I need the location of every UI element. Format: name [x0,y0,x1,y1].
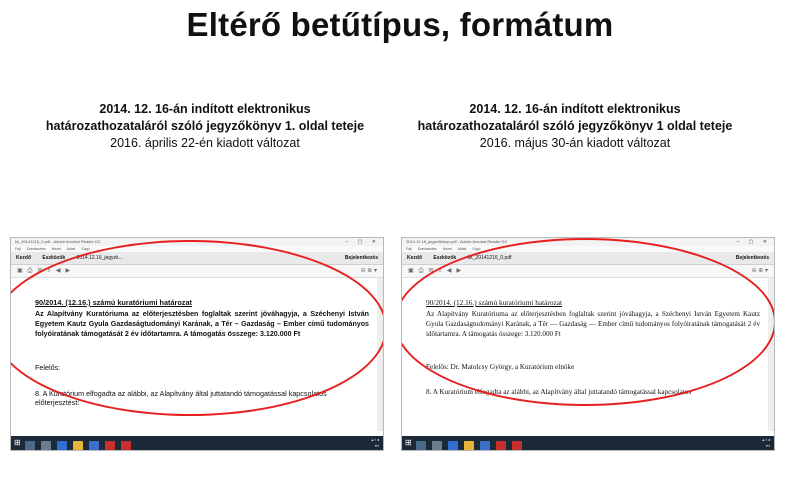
explorer-icon[interactable] [73,441,83,451]
acrobat-icon-2[interactable] [512,441,522,451]
item-8-continuation: előterjesztést: [35,398,80,407]
zoom-controls[interactable]: ⊖ ⊕ ▾ [360,268,377,274]
save-icon[interactable]: ▣ [408,268,414,274]
tab-home[interactable]: Kezdő [16,255,31,261]
tab-document-1[interactable]: kk_20141216_0.pdf [467,255,512,261]
resolution-heading: 90/2014. (12.16.) számú kuratóriumi határozat [426,298,562,307]
scrollbar[interactable] [377,278,383,431]
tab-home[interactable]: Kezdő [407,255,422,261]
search-icon[interactable]: ⌕ [438,268,442,274]
caption-left-line3: 2016. április 22-én kiadott változat [110,136,300,150]
taskview-icon[interactable] [432,441,442,451]
sign-in-button[interactable]: Bejelentkezés [735,255,769,261]
windows-taskbar [11,436,383,450]
next-page-icon[interactable]: ▶ [65,268,71,274]
document-page [426,298,760,396]
mail-icon[interactable]: ✉ [428,268,434,274]
resolution-heading: 90/2014. (12.16.) számú kuratóriumi határozat [35,298,192,307]
taskview-icon[interactable] [41,441,51,451]
edge-icon[interactable] [57,441,67,451]
prev-page-icon[interactable]: ◀ [446,268,452,274]
word-icon[interactable] [480,441,490,451]
taskbar-apps [416,438,528,451]
acrobat-icon[interactable] [496,441,506,451]
menu-help[interactable]: Súgó [472,247,481,251]
word-icon[interactable] [89,441,99,451]
search-app-icon[interactable] [25,441,35,451]
item-8-text: 8. A Kuratórium elfogadta az alábbi, az Alapítvány által juttatandó támogatással kapcsolatos [35,389,327,398]
menu-file[interactable]: Fájl [15,247,21,251]
windows-start-icon[interactable]: ⊞ [14,438,21,447]
window-title: kk_20141216_0.pdf - Adobe Acrobat Reader DC [15,239,101,244]
taskbar-apps [25,438,137,451]
caption-left-line2: határozathozataláról szóló jegyzőkönyv 1. oldal teteje [45,119,365,133]
search-icon[interactable]: ⌕ [47,268,51,274]
window-titlebar [11,238,383,246]
menu-view[interactable]: Nézet [51,247,61,251]
search-app-icon[interactable] [416,441,426,451]
menu-help[interactable]: Súgó [81,247,90,251]
zoom-controls[interactable]: ⊖ ⊕ ▾ [751,268,768,274]
menu-window[interactable]: Ablak [66,247,76,251]
scrollbar[interactable] [768,278,774,431]
print-icon[interactable]: ⎙ [418,268,424,274]
caption-right-line1: 2014. 12. 16-án indított elektronikus [469,102,681,116]
window-controls[interactable]: – ▢ ✕ [345,239,380,245]
responsible-line: Felelős: Dr. Matolcsy György, a Kuratórium elnöke [426,363,575,371]
caption-right-line3: 2016. május 30-án kiadott változat [479,136,671,150]
windows-start-icon[interactable]: ⊞ [405,438,412,447]
toolbar [402,265,774,278]
menu-window[interactable]: Ablak [457,247,467,251]
taskbar-clock[interactable]: ▴ ▪ ◂ ▪▪▪ [371,437,379,448]
prev-page-icon[interactable]: ◀ [55,268,61,274]
edge-icon[interactable] [448,441,458,451]
caption-right [405,101,745,152]
taskbar-clock[interactable]: ▴ ▪ ◂ ▪▪▪ [762,437,770,448]
next-page-icon[interactable]: ▶ [456,268,462,274]
tab-tools[interactable]: Eszközök [433,255,457,261]
resolution-paragraph: Az Alapítvány Kuratóriuma az előterjesztésben foglaltak szerint jóváhagyja, a Széchenyi István Egyetem Kautz Gyula Gazdaságtudományi Karának, a Tér – Gazdaság – Ember című tudományos folyóiratának támogatását 2 év időtartamra. A támogatás összege: 3.120.000 Ft [35,310,369,338]
document-view [11,278,383,431]
tab-document-2[interactable]: 2014.12.16_jegyzk... [76,255,123,261]
tab-bar [11,252,383,265]
tab-tools[interactable]: Eszközök [42,255,66,261]
reader-window-left [10,237,384,451]
toolbar [11,265,383,278]
resolution-paragraph: Az Alapítvány Kuratóriuma az előterjesztésben foglaltak szerint jóváhagyja, a Széchenyi István Egyetem Kautz Gyula Gazdaságtudományi Karának, a Tér — Gazdaság — Ember című tudományos folyóiratának támogatását 2 év időtartamra. A támogatás összege: 3.120.000 Ft [426,310,760,338]
document-view [402,278,774,431]
save-icon[interactable]: ▣ [17,268,23,274]
responsible-line: Felelős: [35,363,61,372]
window-title: 2014.12.16_jegyzőkönyv.pdf - Adobe Acrobat Reader DC [406,239,508,244]
print-icon[interactable]: ⎙ [27,268,33,274]
acrobat-icon[interactable] [105,441,115,451]
window-titlebar [402,238,774,246]
caption-left-line1: 2014. 12. 16-án indított elektronikus [99,102,311,116]
menu-edit[interactable]: Szerkesztés [417,247,437,251]
menu-file[interactable]: Fájl [406,247,412,251]
menu-edit[interactable]: Szerkesztés [26,247,46,251]
document-page [35,298,369,407]
caption-right-line2: határozathozataláról szóló jegyzőkönyv 1 oldal teteje [417,119,733,133]
reader-window-right [401,237,775,451]
window-controls[interactable]: – ▢ ✕ [736,239,771,245]
slide-title: Eltérő betűtípus, formátum [186,6,614,43]
explorer-icon[interactable] [464,441,474,451]
mail-icon[interactable]: ✉ [37,268,43,274]
acrobat-icon-2[interactable] [121,441,131,451]
menu-view[interactable]: Nézet [442,247,452,251]
windows-taskbar [402,436,774,450]
sign-in-button[interactable]: Bejelentkezés [344,255,378,261]
item-8-text: 8. A Kuratórium elfogadta az alábbi, az Alapítvány által juttatandó támogatással kapcsolatos [426,388,692,396]
tab-bar [402,252,774,265]
caption-left [35,101,375,152]
